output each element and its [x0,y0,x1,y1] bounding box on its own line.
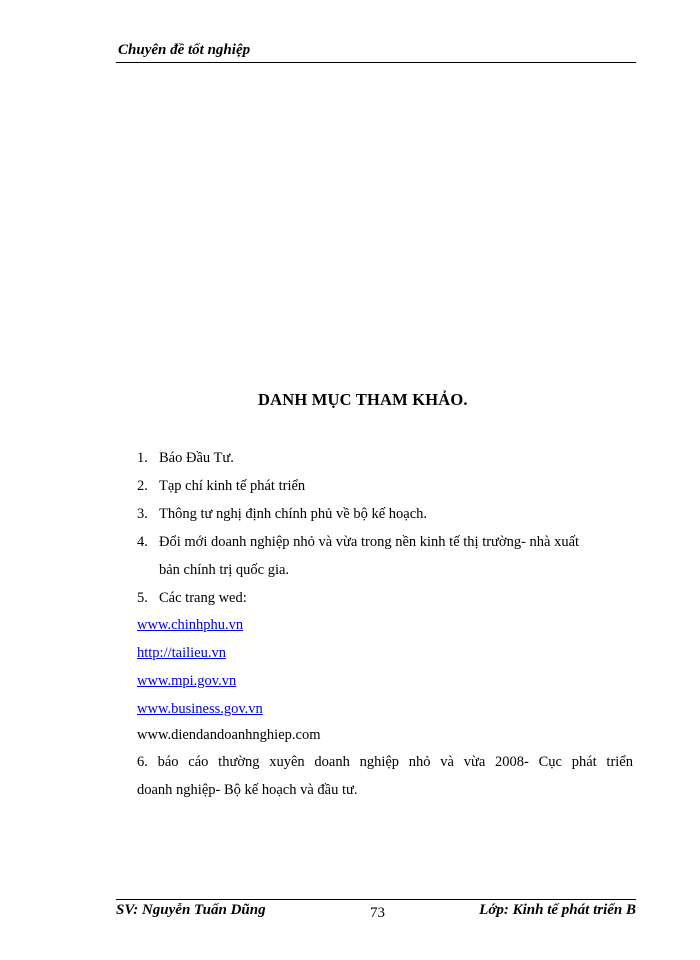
reference-item: 2. Tạp chí kinh tế phát triển [137,478,306,494]
reference-item-continuation: bản chính trị quốc gia. [159,562,290,578]
page-number: 73 [370,905,385,921]
footer-divider [116,899,636,900]
header-title: Chuyên đề tốt nghiệp [118,42,251,58]
website-link[interactable] [137,673,236,690]
link-tailieu[interactable]: http://tailieu.vn [137,645,227,661]
reference-item: 1. Báo Đầu Tư. [137,450,234,466]
website-text: www.diendandoanhnghiep.com [137,727,321,743]
link-chinhphu[interactable]: www.chinhphu.vn [137,617,244,633]
link-mpi[interactable]: www.mpi.gov.vn [137,673,237,689]
footer-student: SV: Nguyễn Tuấn Dũng [116,902,266,918]
link-business[interactable]: www.business.gov.vn [137,701,263,717]
page-title: DANH MỤC THAM KHẢO. [258,390,468,409]
website-link[interactable] [137,645,226,662]
reference-item: 3. Thông tư nghị định chính phủ về bộ kế hoạch. [137,506,428,522]
reference-item-6: 6. báo cáo thường xuyên doanh nghiệp nhỏ và vừa 2008- Cục phát triển [137,754,633,770]
website-link[interactable] [137,617,243,634]
footer-class: Lớp: Kinh tế phát triển B [479,902,636,918]
website-link[interactable] [137,701,263,718]
header-divider [116,62,636,63]
reference-item: 4. Đổi mới doanh nghiệp nhỏ và vừa trong nền kinh tế thị trường- nhà xuất [137,534,580,550]
reference-item: 5. Các trang wed: [137,590,247,606]
reference-item-6-continuation: doanh nghiệp- Bộ kế hoạch và đầu tư. [137,782,358,798]
